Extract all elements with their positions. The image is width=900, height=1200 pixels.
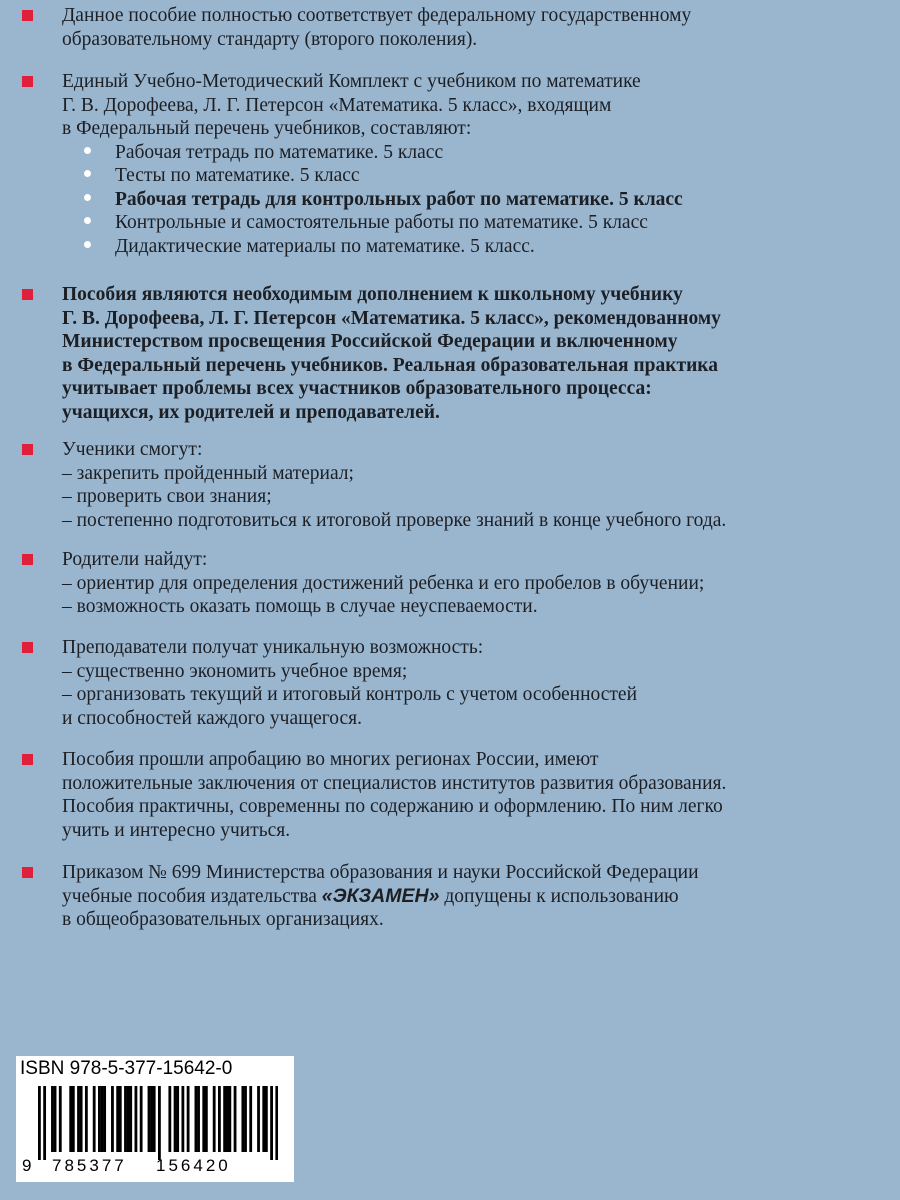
barcode-bar [275, 1086, 278, 1160]
barcode-bar [148, 1086, 151, 1152]
barcode-bar [85, 1086, 88, 1152]
barcode-bar [59, 1086, 62, 1152]
text-line: Ученики смогут: [62, 439, 203, 460]
barcode-bar [153, 1086, 156, 1152]
text-line: – возможность оказать помощь в случае неуспеваемости. [62, 596, 538, 617]
barcode-bar [127, 1086, 130, 1152]
text-line: Министерством просвещения Российской Федерации и включенному [62, 331, 678, 352]
section-students [22, 438, 882, 532]
barcode-bar [168, 1086, 171, 1152]
barcode-bar [124, 1086, 127, 1152]
barcode-bar [234, 1086, 237, 1152]
barcode-bar [103, 1086, 106, 1152]
barcode-bar [262, 1086, 265, 1152]
barcode-bar [257, 1086, 260, 1152]
barcode-bar [213, 1086, 216, 1152]
barcode-bar [93, 1086, 96, 1152]
text-line: Приказом № 699 Министерства образования и науки Российской Федерации [62, 862, 699, 883]
barcode-bar [77, 1086, 80, 1152]
text-line: Преподаватели получат уникальную возможность: [62, 637, 484, 658]
barcode-bar [72, 1086, 75, 1152]
red-square-marker [22, 554, 33, 565]
section-order [22, 861, 882, 932]
text-line: и способностей каждого учащегося. [62, 707, 363, 729]
barcode-bar [187, 1086, 190, 1152]
text-line: Единый Учебно-Методический Комплект с учебником по математике [62, 71, 641, 92]
isbn-barcode [16, 1056, 294, 1182]
barcode-bar [174, 1086, 177, 1152]
text-line: – закрепить пройденный материал; [62, 462, 354, 484]
barcode-bar [43, 1086, 46, 1160]
publisher-name: «ЭКЗАМЕН» [321, 884, 440, 907]
barcode-bar [119, 1086, 122, 1152]
barcode-bar [38, 1086, 41, 1160]
text-line: в общеобразовательных организациях. [62, 909, 384, 930]
section-standard [22, 4, 882, 51]
text-line: в Федеральный перечень учебников, составляют: [62, 118, 472, 139]
text-line: учитывает проблемы всех участников образовательного процесса: [62, 378, 652, 399]
section-approbation [22, 748, 882, 842]
barcode-bar [197, 1086, 200, 1152]
red-square-marker [22, 642, 33, 653]
barcode-icon [38, 1086, 278, 1160]
text-line: – организовать текущий и итоговый контроль с учетом особенностей [62, 684, 638, 705]
text-line: – проверить свои знания; [62, 486, 272, 507]
text-line: – ориентир для определения достижений ребенка и его пробелов в обучении; [62, 572, 705, 594]
red-square-marker [22, 289, 33, 300]
barcode-bar [218, 1086, 221, 1152]
red-square-marker [22, 444, 33, 455]
red-square-marker [22, 754, 33, 765]
barcode-bar [101, 1086, 104, 1152]
barcode-bar [150, 1086, 153, 1152]
barcode-bar [205, 1086, 208, 1152]
red-square-marker [22, 867, 33, 878]
text-line: учащихся, их родителей и преподавателей. [62, 401, 440, 423]
text-line: – существенно экономить учебное время; [62, 660, 408, 682]
section-kit [22, 70, 882, 258]
list-item: Рабочая тетрадь для контрольных работ по математике. 5 класс [115, 188, 882, 212]
barcode-bar [51, 1086, 54, 1152]
white-bullet-icon [84, 217, 91, 224]
barcode-bar [135, 1086, 138, 1152]
text-line: – постепенно подготовиться к итоговой проверке знаний в конце учебного года. [62, 509, 727, 531]
text-line: Родители найдут: [62, 549, 208, 570]
barcode-bar [241, 1086, 244, 1152]
text-line: Пособия являются необходимым дополнением к школьному учебнику [62, 284, 683, 305]
text-line: Г. В. Дорофеева, Л. Г. Петерсон «Математика. 5 класс», рекомендованному [62, 307, 721, 329]
text-line: Пособия практичны, современны по содержанию и оформлению. По ним легко [62, 796, 723, 817]
barcode-bar [111, 1086, 114, 1152]
text-line: в Федеральный перечень учебников. Реальная образовательная практика [62, 354, 719, 376]
text-line: образовательному стандарту (второго поколения). [62, 28, 478, 50]
text-line: учебные пособия издательства «ЭКЗАМЕН» допущены к использованию [62, 884, 679, 907]
white-bullet-icon [84, 241, 91, 248]
text-line: Данное пособие полностью соответствует федеральному государственному [62, 5, 692, 26]
white-bullet-icon [84, 147, 91, 154]
barcode-bar [249, 1086, 252, 1152]
section-parents [22, 548, 882, 619]
text-line: Пособия прошли апробацию во многих регионах России, имеют [62, 749, 599, 770]
white-bullet-icon [84, 194, 91, 201]
text-line: учить и интересно учиться. [62, 819, 291, 841]
barcode-bar [98, 1086, 101, 1152]
barcode-digits-right: 156420 [156, 1156, 231, 1175]
barcode-bar [223, 1086, 226, 1152]
barcode-bar [158, 1086, 161, 1160]
barcode-bar [181, 1086, 184, 1152]
barcode-bar [140, 1086, 143, 1152]
list-item: Тесты по математике. 5 класс [115, 164, 882, 188]
barcode-bar [69, 1086, 72, 1152]
barcode-bar [195, 1086, 198, 1152]
section-supplement [22, 283, 882, 424]
text-line: Г. В. Дорофеева, Л. Г. Петерсон «Математика. 5 класс», входящим [62, 94, 612, 116]
list-item: Контрольные и самостоятельные работы по математике. 5 класс [115, 211, 882, 235]
barcode-bar [202, 1086, 205, 1152]
barcode-bar [54, 1086, 57, 1152]
section-teachers [22, 636, 882, 730]
barcode-bar [265, 1086, 268, 1152]
barcode-bar [176, 1086, 179, 1152]
white-bullet-icon [84, 170, 91, 177]
text-line: положительные заключения от специалистов институтов развития образования. [62, 772, 727, 794]
barcode-bar [228, 1086, 231, 1152]
barcode-bar [270, 1086, 273, 1160]
red-square-marker [22, 10, 33, 21]
barcode-bar [244, 1086, 247, 1152]
barcode-digits-left: 785377 [52, 1156, 127, 1175]
barcode-bar [80, 1086, 83, 1152]
barcode-bar [226, 1086, 229, 1152]
barcode-bar [129, 1086, 132, 1152]
list-item: Рабочая тетрадь по математике. 5 класс [115, 141, 882, 165]
barcode-digit-lead: 9 [22, 1156, 32, 1175]
list-item: Дидактические материалы по математике. 5 класс. [115, 235, 882, 259]
barcode-bar [116, 1086, 119, 1152]
red-square-marker [22, 76, 33, 87]
isbn-label: ISBN 978-5-377-15642-0 [20, 1058, 233, 1079]
